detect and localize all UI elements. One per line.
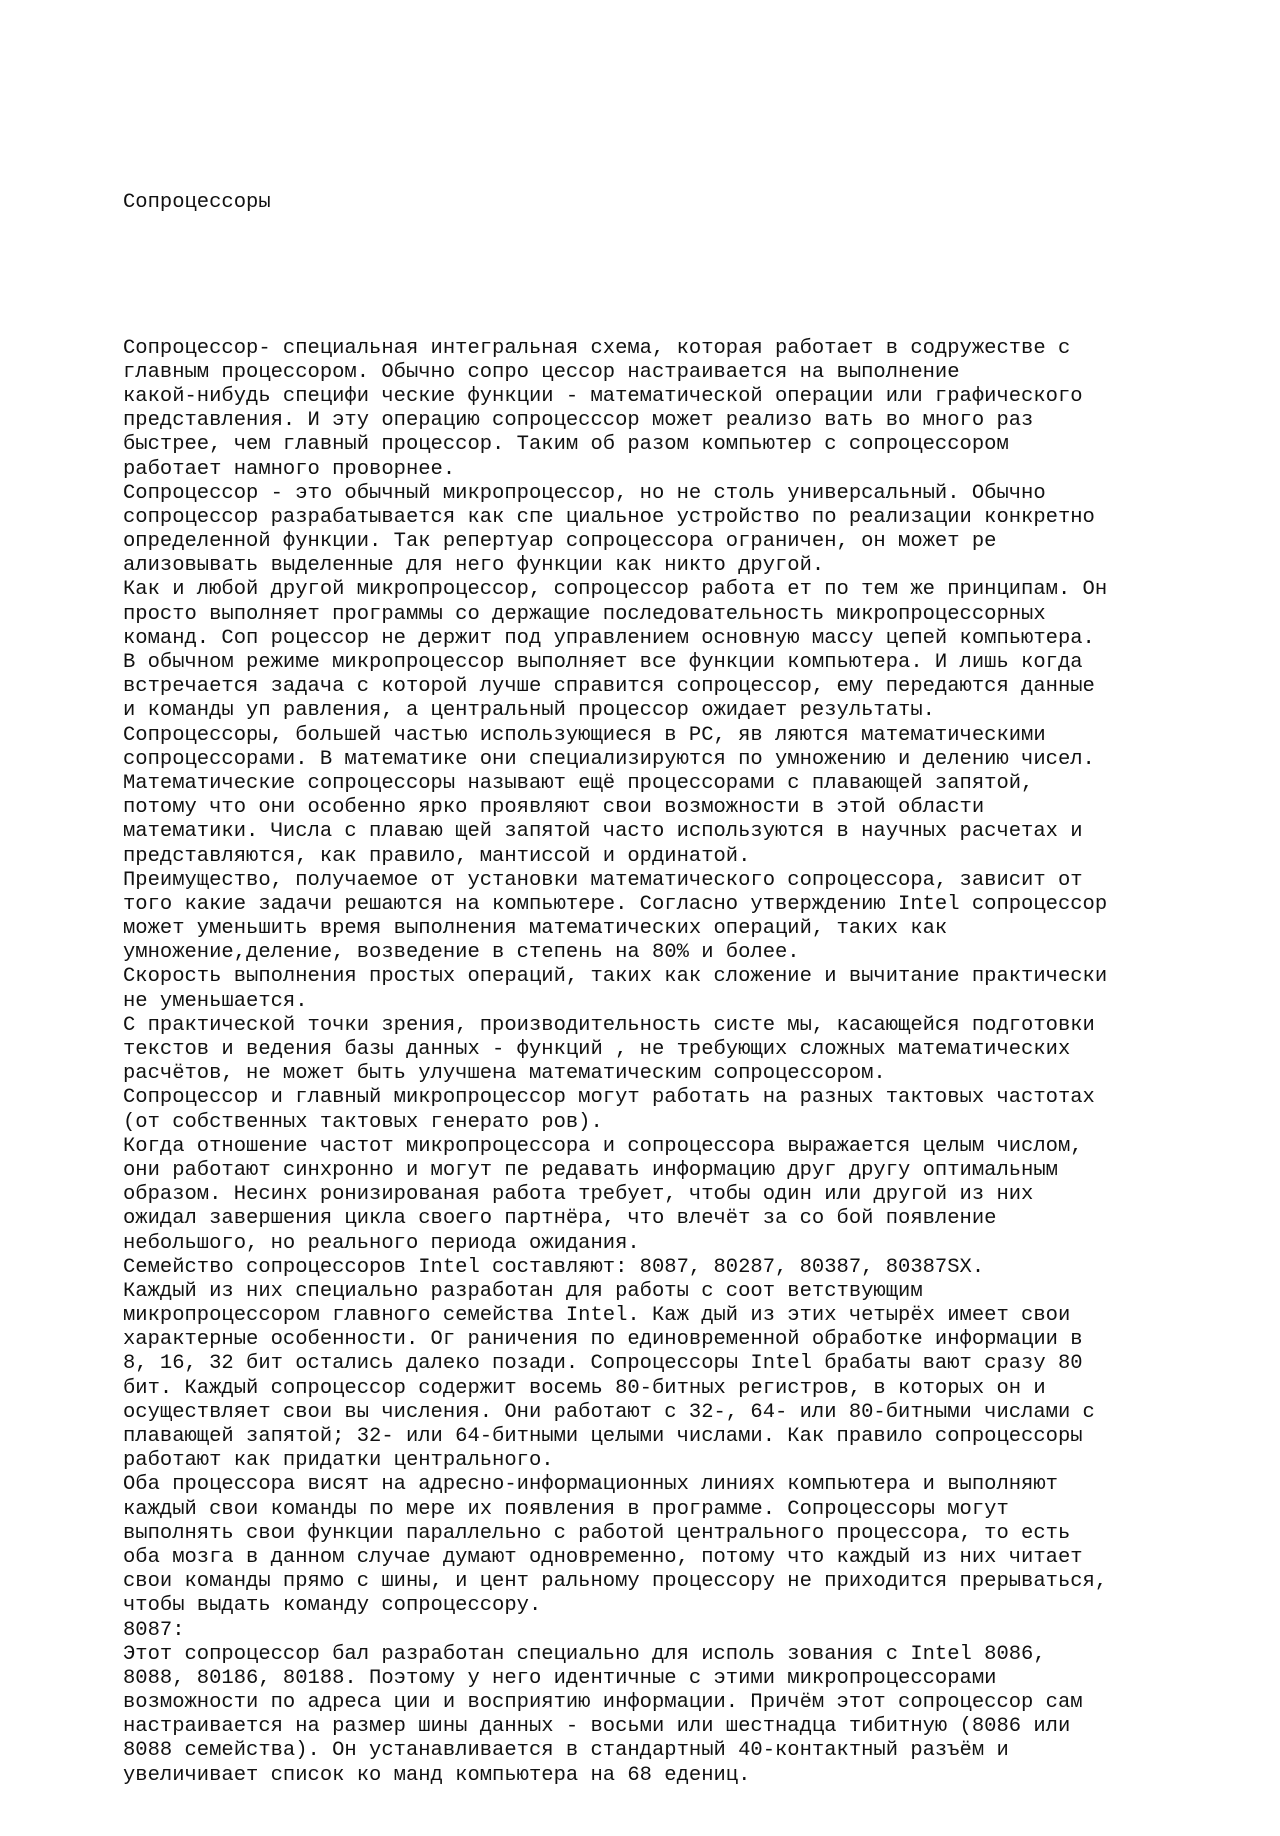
text-line: Преимущество, получаемое от установки математического сопроцессора, зависит от (123, 868, 1083, 892)
text-line: работает намного проворнее. (123, 457, 456, 481)
text-line: может уменьшить время выполнения математических операций, таких как (123, 917, 948, 941)
text-line: главным процессором. Обычно сопро цессор настраивается на выполнение (123, 360, 960, 384)
text-line: выполнять свои функции параллельно с работой центрального процессора, то есть (123, 1521, 1071, 1545)
text-line: 8087: (123, 1618, 185, 1642)
text-line: В обычном режиме микропроцессор выполняет все функции компьютера. И лишь когда (123, 651, 1083, 675)
text-line: Скорость выполнения простых операций, таких как сложение и вычитание практически (123, 965, 1108, 989)
text-line: Сопроцессоры, большей частью использующиеся в PC, яв ляются математическими (123, 723, 1046, 747)
text-line: Сопроцессор - это обычный микропроцессор, но не столь универсальный. Обычно (123, 481, 1046, 505)
text-line: Каждый из них специально разработан для работы с соот ветствующим (123, 1279, 923, 1303)
text-line: бит. Каждый сопроцессор содержит восемь 80-битных регистров, в которых он и (123, 1376, 1046, 1400)
text-line: небольшого, но реального периода ожидания. (123, 1231, 640, 1255)
text-line: возможности по адреса ции и восприятию информации. Причём этот сопроцессор сам (123, 1691, 1083, 1715)
text-line: того какие задачи решаются на компьютере. Согласно утверждению Intel сопроцессор (123, 892, 1108, 916)
text-line: 8088 семейства). Он устанавливается в стандартный 40-контактный разъём и (123, 1739, 1009, 1763)
text-line: увеличивает список ко манд компьютера на 68 едениц. (123, 1763, 751, 1787)
text-line: Этот сопроцессор бал разработан специально для исполь зования с Intel 8086, (123, 1642, 1046, 1666)
text-line: 8, 16, 32 бит остались далеко позади. Сопроцессоры Intel брабаты вают сразу 80 (123, 1352, 1083, 1376)
text-line: С практической точки зрения, производительность систе мы, касающейся подготовки (123, 1013, 1095, 1037)
text-line: представляются, как правило, мантиссой и ординатой. (123, 844, 751, 868)
paragraph-lines (123, 337, 1263, 1788)
text-line: потому что они особенно ярко проявляют свои возможности в этой области (123, 796, 985, 820)
text-line: сопроцессорами. В математике они специализируются по умножению и делению чисел. (123, 747, 1095, 771)
text-line: работают как придатки центрального. (123, 1449, 554, 1473)
text-line: образом. Несинх ронизированая работа требует, чтобы один или другой из них (123, 1183, 1034, 1207)
text-line: характерные особенности. Ог раничения по единовременной обработке информации в (123, 1328, 1083, 1352)
text-line: осуществляет свои вы числения. Они работают с 32-, 64- или 80-битными числами с (123, 1400, 1095, 1424)
text-line: математики. Числа с плаваю щей запятой часто используются в научных расчетах и (123, 820, 1083, 844)
text-line: Сопроцессор и главный микропроцессор могут работать на разных тактовых частотах (123, 1086, 1095, 1110)
text-line: Семейство сопроцессоров Intel составляют: 8087, 80287, 80387, 80387SX. (123, 1255, 985, 1279)
text-line: команд. Соп роцессор не держит под управлением основную массу цепей компьютера. (123, 626, 1095, 650)
text-line: свои команды прямо с шины, и цент ральному процессору не приходится прерываться, (123, 1570, 1108, 1594)
text-line: чтобы выдать команду сопроцессору. (123, 1594, 542, 1618)
text-line: Как и любой другой микропроцессор, сопроцессор работа ет по тем же принципам. Он (123, 578, 1108, 602)
text-line: Когда отношение частот микропроцессора и сопроцессора выражается целым числом, (123, 1134, 1083, 1158)
text-line: микропроцессором главного семейства Intel. Каж дый из этих четырёх имеет свои (123, 1304, 1071, 1328)
text-line: быстрее, чем главный процессор. Таким об разом компьютер с сопроцессором (123, 433, 1009, 457)
text-line: представления. И эту операцию сопроцесссор может реализо вать во много раз (123, 409, 1034, 433)
text-line: ожидал завершения цикла своего партнёра, что влечёт за со бой появление (123, 1207, 997, 1231)
text-line: умножение,деление, возведение в степень на 80% и более. (123, 941, 800, 965)
text-line: какой-нибудь специфи ческие функции - математической операции или графического (123, 384, 1083, 408)
text-line: сопроцессор разрабатывается как спе циальное устройство по реализации конкретно (123, 505, 1095, 529)
text-line: встречается задача с которой лучше справится сопроцессор, ему передаются данные (123, 675, 1095, 699)
text-line: просто выполняет программы со держащие последовательность микропроцессорных (123, 602, 1046, 626)
document-title: Сопроцессоры (123, 191, 271, 215)
text-line: определенной функции. Так репертуар сопроцессора ограничен, он может ре (123, 530, 997, 554)
text-line: (от собственных тактовых генерато ров). (123, 1110, 603, 1134)
text-line: расчётов, не может быть улучшена математическим сопроцессором. (123, 1062, 886, 1086)
text-line: и команды уп равления, а центральный процессор ожидает результаты. (123, 699, 935, 723)
text-line: текстов и ведения базы данных - функций , не требующих сложных математических (123, 1038, 1071, 1062)
text-line: 8088, 80186, 80188. Поэтому у него идентичные с этими микропроцессорами (123, 1666, 997, 1690)
text-line: Математические сопроцессоры называют ещё процессорами с плавающей запятой, (123, 771, 1034, 795)
text-line: ализовывать выделенные для него функции как никто другой. (123, 554, 825, 578)
text-line: плавающей запятой; 32- или 64-битными целыми числами. Как правило сопроцессоры (123, 1425, 1083, 1449)
text-line: каждый свои команды по мере их появления в программе. Сопроцессоры могут (123, 1497, 1009, 1521)
text-line: не уменьшается. (123, 989, 308, 1013)
text-line: Оба процессора висят на адресно-информационных линиях компьютера и выполняют (123, 1473, 1058, 1497)
blank-line (123, 264, 1263, 288)
text-line: настраивается на размер шины данных - восьми или шестнадца тибитную (8086 или (123, 1715, 1071, 1739)
text-line: Сопроцессор- специальная интегральная схема, которая работает в содружестве с (123, 336, 1071, 360)
text-line: они работают синхронно и могут пе редавать информацию друг другу оптимальным (123, 1158, 1058, 1182)
text-line: оба мозга в данном случае думают одновременно, потому что каждый из них читает (123, 1545, 1083, 1569)
document-body (123, 143, 1263, 1836)
